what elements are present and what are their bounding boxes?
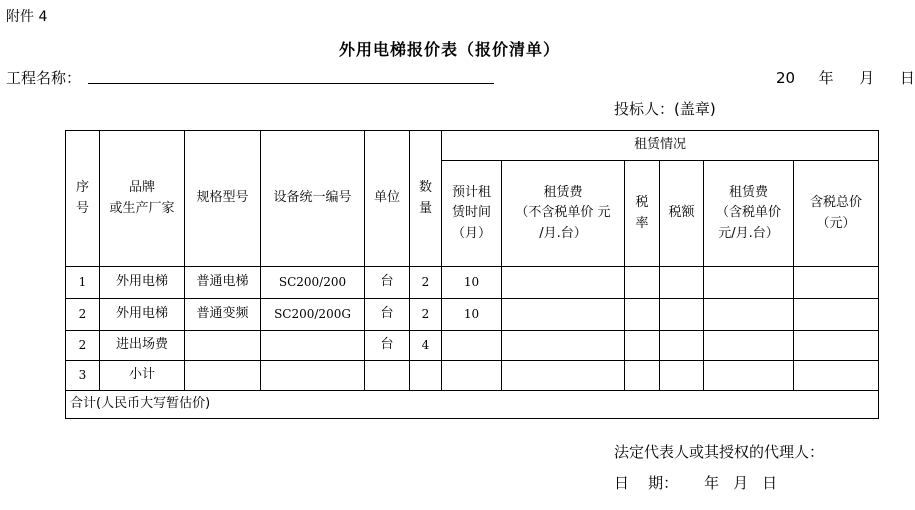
header-fee-incl-tax: 租赁费 （含税单价 元/月.台）: [704, 161, 794, 267]
date-top-year-prefix: 20: [776, 69, 796, 87]
cell-fee-excl-tax[interactable]: [502, 361, 625, 391]
cell-model: 普通电梯: [185, 267, 261, 299]
date-bottom-month: 月: [733, 474, 749, 492]
cell-fee-incl-tax[interactable]: [704, 299, 794, 331]
cell-equipment-code: [261, 331, 365, 361]
header-rental-group: 租赁情况: [442, 131, 879, 161]
cell-brand: 小计: [100, 361, 185, 391]
cell-tax-amount[interactable]: [660, 331, 704, 361]
cell-unit: [365, 361, 410, 391]
cell-quantity: 2: [410, 299, 442, 331]
cell-fee-incl-tax[interactable]: [704, 361, 794, 391]
header-model: 规格型号: [185, 131, 261, 267]
cell-period: 10: [442, 267, 502, 299]
cell-fee-excl-tax[interactable]: [502, 267, 625, 299]
cell-tax-rate[interactable]: [625, 331, 660, 361]
cell-quantity: [410, 361, 442, 391]
header-quantity: 数 量: [410, 131, 442, 267]
table-row: [66, 267, 879, 299]
cell-period: [442, 331, 502, 361]
date-bottom-day: 日: [762, 474, 778, 492]
header-brand: 品牌 或生产厂家: [100, 131, 185, 267]
cell-tax-amount[interactable]: [660, 267, 704, 299]
table-row: [66, 331, 879, 361]
date-top: [776, 67, 915, 88]
cell-brand: 进出场费: [100, 331, 185, 361]
date-top-month: 月: [859, 69, 875, 87]
cell-period: [442, 361, 502, 391]
bidder-stamp-label: 投标人：(盖章): [614, 100, 716, 118]
header-seq: 序 号: [66, 131, 100, 267]
header-tax-amount: 税额: [660, 161, 704, 267]
cell-tax-rate[interactable]: [625, 361, 660, 391]
cell-equipment-code: SC200/200G: [261, 299, 365, 331]
date-bottom: [614, 472, 777, 493]
table-row: [66, 361, 879, 391]
cell-seq: 3: [66, 361, 100, 391]
cell-tax-rate[interactable]: [625, 267, 660, 299]
attachment-label: 附件 4: [6, 9, 48, 25]
table-footer-row: [66, 391, 879, 419]
cell-seq: 1: [66, 267, 100, 299]
cell-fee-incl-tax[interactable]: [704, 331, 794, 361]
cell-model: [185, 361, 261, 391]
project-name-label: 工程名称：: [6, 69, 82, 87]
total-rmb-label: 合计(人民币大写暂估价): [66, 391, 879, 419]
date-top-year: 年: [818, 69, 834, 87]
cell-quantity: 2: [410, 267, 442, 299]
cell-unit: 台: [365, 267, 410, 299]
cell-seq: 2: [66, 331, 100, 361]
cell-fee-incl-tax[interactable]: [704, 267, 794, 299]
cell-seq: 2: [66, 299, 100, 331]
cell-model: [185, 331, 261, 361]
date-top-day: 日: [899, 69, 915, 87]
cell-fee-excl-tax[interactable]: [502, 299, 625, 331]
header-fee-excl-tax: 租赁费 （不含税单价 元 /月.台）: [502, 161, 625, 267]
project-name-blank[interactable]: [88, 83, 494, 84]
header-total-incl-tax: 含税总价 （元）: [794, 161, 879, 267]
cell-total[interactable]: [794, 267, 879, 299]
date-bottom-year: 年: [704, 474, 720, 492]
table-row: [66, 299, 879, 331]
cell-equipment-code: SC200/200: [261, 267, 365, 299]
cell-tax-rate[interactable]: [625, 299, 660, 331]
document-title: 外用电梯报价表（报价清单）: [338, 40, 560, 59]
cell-brand: 外用电梯: [100, 299, 185, 331]
cell-unit: 台: [365, 299, 410, 331]
header-rental-period: 预计租 赁时间 （月）: [442, 161, 502, 267]
date-bottom-label: 日 期：: [614, 474, 679, 492]
cell-period: 10: [442, 299, 502, 331]
quotation-table: [65, 130, 879, 419]
cell-unit: 台: [365, 331, 410, 361]
cell-fee-excl-tax[interactable]: [502, 331, 625, 361]
header-unit: 单位: [365, 131, 410, 267]
cell-total[interactable]: [794, 331, 879, 361]
header-equipment-code: 设备统一编号: [261, 131, 365, 267]
cell-tax-amount[interactable]: [660, 299, 704, 331]
cell-equipment-code: [261, 361, 365, 391]
cell-quantity: 4: [410, 331, 442, 361]
header-tax-rate: 税 率: [625, 161, 660, 267]
cell-brand: 外用电梯: [100, 267, 185, 299]
cell-total[interactable]: [794, 361, 879, 391]
cell-tax-amount[interactable]: [660, 361, 704, 391]
cell-total[interactable]: [794, 299, 879, 331]
cell-model: 普通变频: [185, 299, 261, 331]
signature-label: 法定代表人或其授权的代理人：: [614, 443, 825, 461]
